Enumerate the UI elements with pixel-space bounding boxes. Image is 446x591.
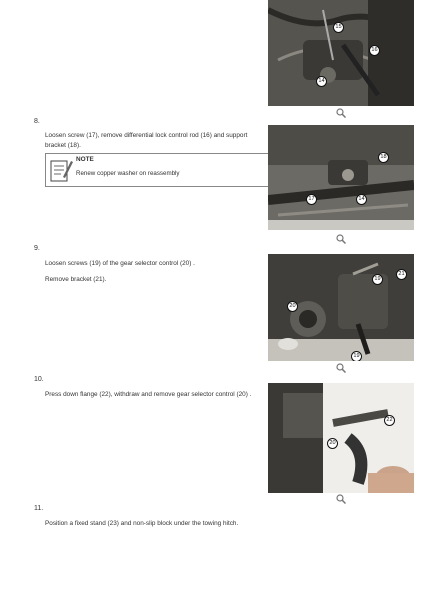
- step-11-text: [45, 519, 275, 529]
- note-pad-icon: [49, 157, 73, 183]
- step-9-line-1: Loosen screws (19) of the gear selector control (20) .: [45, 260, 195, 267]
- callout-14: 14: [356, 194, 367, 205]
- photo-2-image: [268, 125, 414, 230]
- photo-1-image: [268, 0, 414, 106]
- callout-20: 20: [287, 301, 298, 312]
- step-11-number: 11.: [34, 505, 44, 512]
- photo-1: [268, 0, 414, 106]
- step-8-line-2: bracket (18).: [45, 141, 81, 149]
- callout-17: 17: [306, 194, 317, 205]
- callout-14: 14: [316, 76, 327, 87]
- step-9-text: [45, 259, 255, 284]
- step-8-number: 8.: [34, 118, 40, 125]
- callout-21: 21: [396, 269, 407, 280]
- step-8-line-1: Loosen screw (17), remove differential lock control rod (16) and support: [45, 132, 248, 139]
- step-10-number: 10.: [34, 376, 44, 383]
- magnifier-icon[interactable]: [336, 108, 346, 118]
- photo-4: [268, 383, 414, 493]
- note-title: NOTE: [76, 156, 94, 163]
- callout-20: 20: [327, 438, 338, 449]
- note-box: [45, 153, 270, 187]
- callout-19: 19: [372, 274, 383, 285]
- step-11-line-1: Position a fixed stand (23) and non-slip block under the towing hitch.: [45, 520, 239, 527]
- step-9-number: 9.: [34, 245, 40, 252]
- note-text: Renew copper washer on reassembly: [76, 170, 180, 177]
- callout-15: 15: [333, 22, 344, 33]
- magnifier-icon[interactable]: [336, 494, 346, 504]
- step-10-line-1: Press down flange (22), withdraw and remove gear selector control (20) .: [45, 391, 252, 398]
- callout-16: 16: [369, 45, 380, 56]
- step-9-line-2: Remove bracket (21).: [45, 275, 107, 283]
- callout-18: 18: [378, 152, 389, 163]
- step-8-text: [45, 131, 270, 150]
- step-10-text: [45, 390, 265, 400]
- magnifier-icon[interactable]: [336, 234, 346, 244]
- magnifier-icon[interactable]: [336, 363, 346, 373]
- callout-22: 22: [384, 415, 395, 426]
- photo-3: [268, 254, 414, 361]
- photo-4-image: [268, 383, 414, 493]
- callout-19-lower: 19: [351, 351, 362, 361]
- photo-2: [268, 125, 414, 230]
